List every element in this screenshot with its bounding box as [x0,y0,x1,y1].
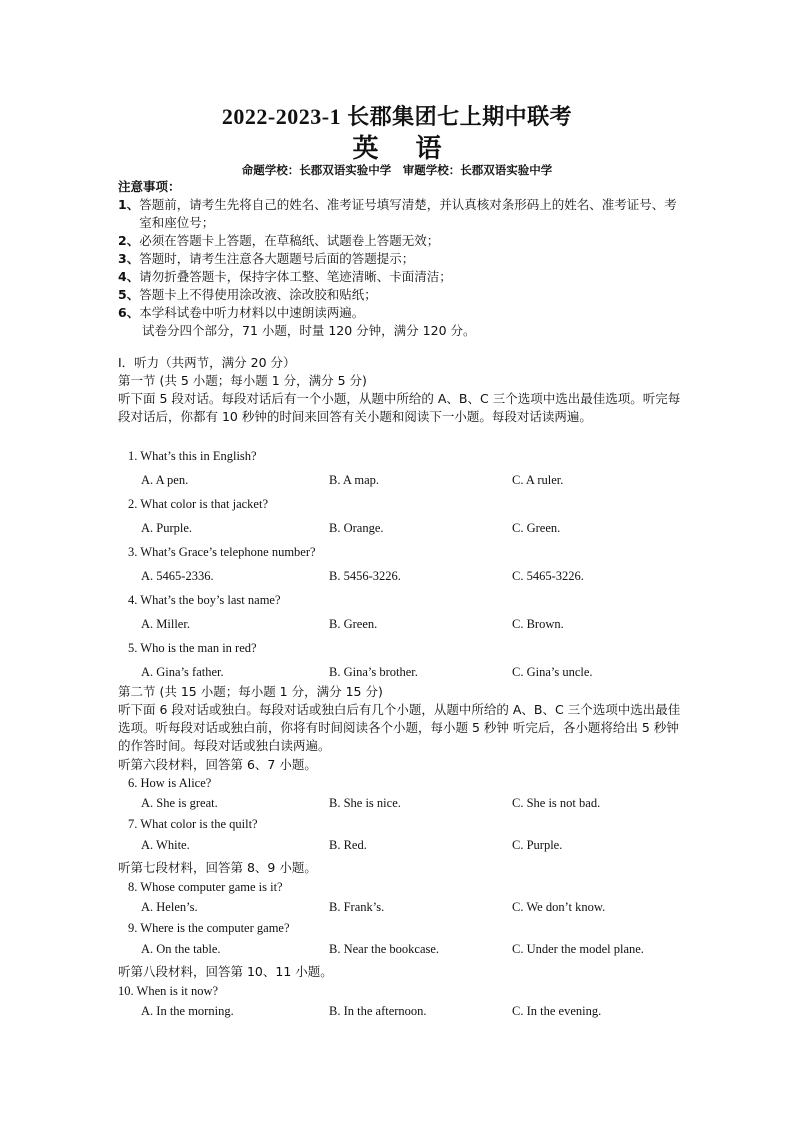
option-b: B. Green. [329,617,378,631]
option-b: B. In the afternoon. [329,1004,427,1018]
notice-item [118,250,688,268]
option-a: A. She is great. [141,796,218,810]
question: 8. Whose computer game is it? [128,880,283,894]
notice-heading: 注意事项： [118,179,181,194]
question: 3. What’s Grace’s telephone number? [128,545,316,559]
notice-item [118,268,688,286]
question: 10. When is it now? [118,984,219,998]
option-c: C. 5465-3226. [512,569,584,583]
option-b: B. Orange. [329,521,384,535]
notice-num: 5、 [118,287,140,302]
part1-title: I．听力（共两节，满分 20 分） [118,355,296,370]
option-b: B. Near the bookcase. [329,942,440,956]
option-a: A. Gina’s father. [141,665,224,679]
section1-title: 第一节 (共 5 小题；每小题 1 分，满分 5 分) [118,373,367,388]
option-c: C. Brown. [512,617,564,631]
option-a: A. In the morning. [141,1004,234,1018]
material-7-label: 听第七段材料，回答第 8、9 小题。 [118,860,317,875]
question: 7. What color is the quilt? [128,817,258,831]
question: 6. How is Alice? [128,776,212,790]
option-c: C. Under the model plane. [512,942,644,956]
exam-title: 2022-2023-1 长郡集团七上期中联考 [221,104,573,129]
notice-num: 1、 [118,197,140,212]
option-c: C. We don’t know. [512,900,606,914]
question: 4. What’s the boy’s last name? [128,593,281,607]
option-b: B. Frank’s. [329,900,385,914]
notice-num: 2、 [118,233,140,248]
notice-item [118,196,688,232]
material-8-label: 听第八段材料，回答第 10、11 小题。 [118,964,333,979]
notice-text: 本学科试卷中听力材料以中速朗读两遍。 [139,305,365,320]
notice-summary: 试卷分四个部分，71 小题，时量 120 分钟，满分 120 分。 [142,323,476,338]
option-c: C. Green. [512,521,561,535]
option-b: B. 5456-3226. [329,569,401,583]
notice-text: 答题卡上不得使用涂改液、涂改胶和贴纸； [139,287,377,302]
option-c: C. Purple. [512,838,563,852]
option-c: C. Gina’s uncle. [512,665,593,679]
option-a: A. White. [141,838,190,852]
notice-num: 4、 [118,269,140,284]
option-a: A. A pen. [141,473,189,487]
notice-text: 必须在答题卡上答题，在草稿纸、试题卷上答题无效； [139,233,440,248]
question: 5. Who is the man in red? [128,641,257,655]
question: 1. What’s this in English? [128,449,257,463]
option-a: A. Helen’s. [141,900,198,914]
material-6-label: 听第六段材料，回答第 6、7 小题。 [118,757,317,772]
option-b: B. A map. [329,473,380,487]
notice-block [118,178,688,340]
notice-item [118,304,688,322]
notice-text: 答题前，请考生先将自己的姓名、准考证号填写清楚，并认真核对条形码上的姓名、准考证号、考室和座位号； [139,197,677,230]
notice-text: 答题时，请考生注意各大题题号后面的答题提示； [139,251,415,266]
option-c: C. She is not bad. [512,796,601,810]
option-b: B. Red. [329,838,367,852]
section2-title: 第二节 (共 15 小题；每小题 1 分，满分 15 分) [118,684,383,699]
option-c: C. In the evening. [512,1004,602,1018]
option-c: C. A ruler. [512,473,564,487]
notice-item [118,286,688,304]
option-a: A. Purple. [141,521,193,535]
section1-instructions: 听下面 5 段对话。每段对话后有一个小题，从题中所给的 A、B、C 三个选项中选出最佳选项。听完每段对话后，你都有 10 秒钟的时间来回答有关小题和阅读下一小题。每段对话读两遍。 [118,391,681,424]
section2-instructions: 听下面 6 段对话或独白。每段对话或独白后有几个小题，从题中所给的 A、B、C 三个选项中选出最佳选项。听每段对话或独白前，你将有时间阅读各个小题，每小题 5 秒钟 听完后，各小题将给出 5 秒钟的作答时间。每段对话或独白读两遍。 [118,702,681,753]
subject-title: 英 语 [352,134,442,164]
question: 9. Where is the computer game? [128,921,290,935]
notice-num: 6、 [118,305,140,320]
notice-item [118,232,688,250]
option-a: A. On the table. [141,942,221,956]
notice-num: 3、 [118,251,140,266]
option-a: A. 5465-2336. [141,569,214,583]
school-info: 命题学校：长郡双语实验中学 审题学校：长郡双语实验中学 [241,163,553,177]
option-a: A. Miller. [141,617,190,631]
option-b: B. Gina’s brother. [329,665,418,679]
question: 2. What color is that jacket? [128,497,268,511]
option-b: B. She is nice. [329,796,401,810]
notice-text: 请勿折叠答题卡，保持字体工整、笔迹清晰、卡面清洁； [139,269,452,284]
